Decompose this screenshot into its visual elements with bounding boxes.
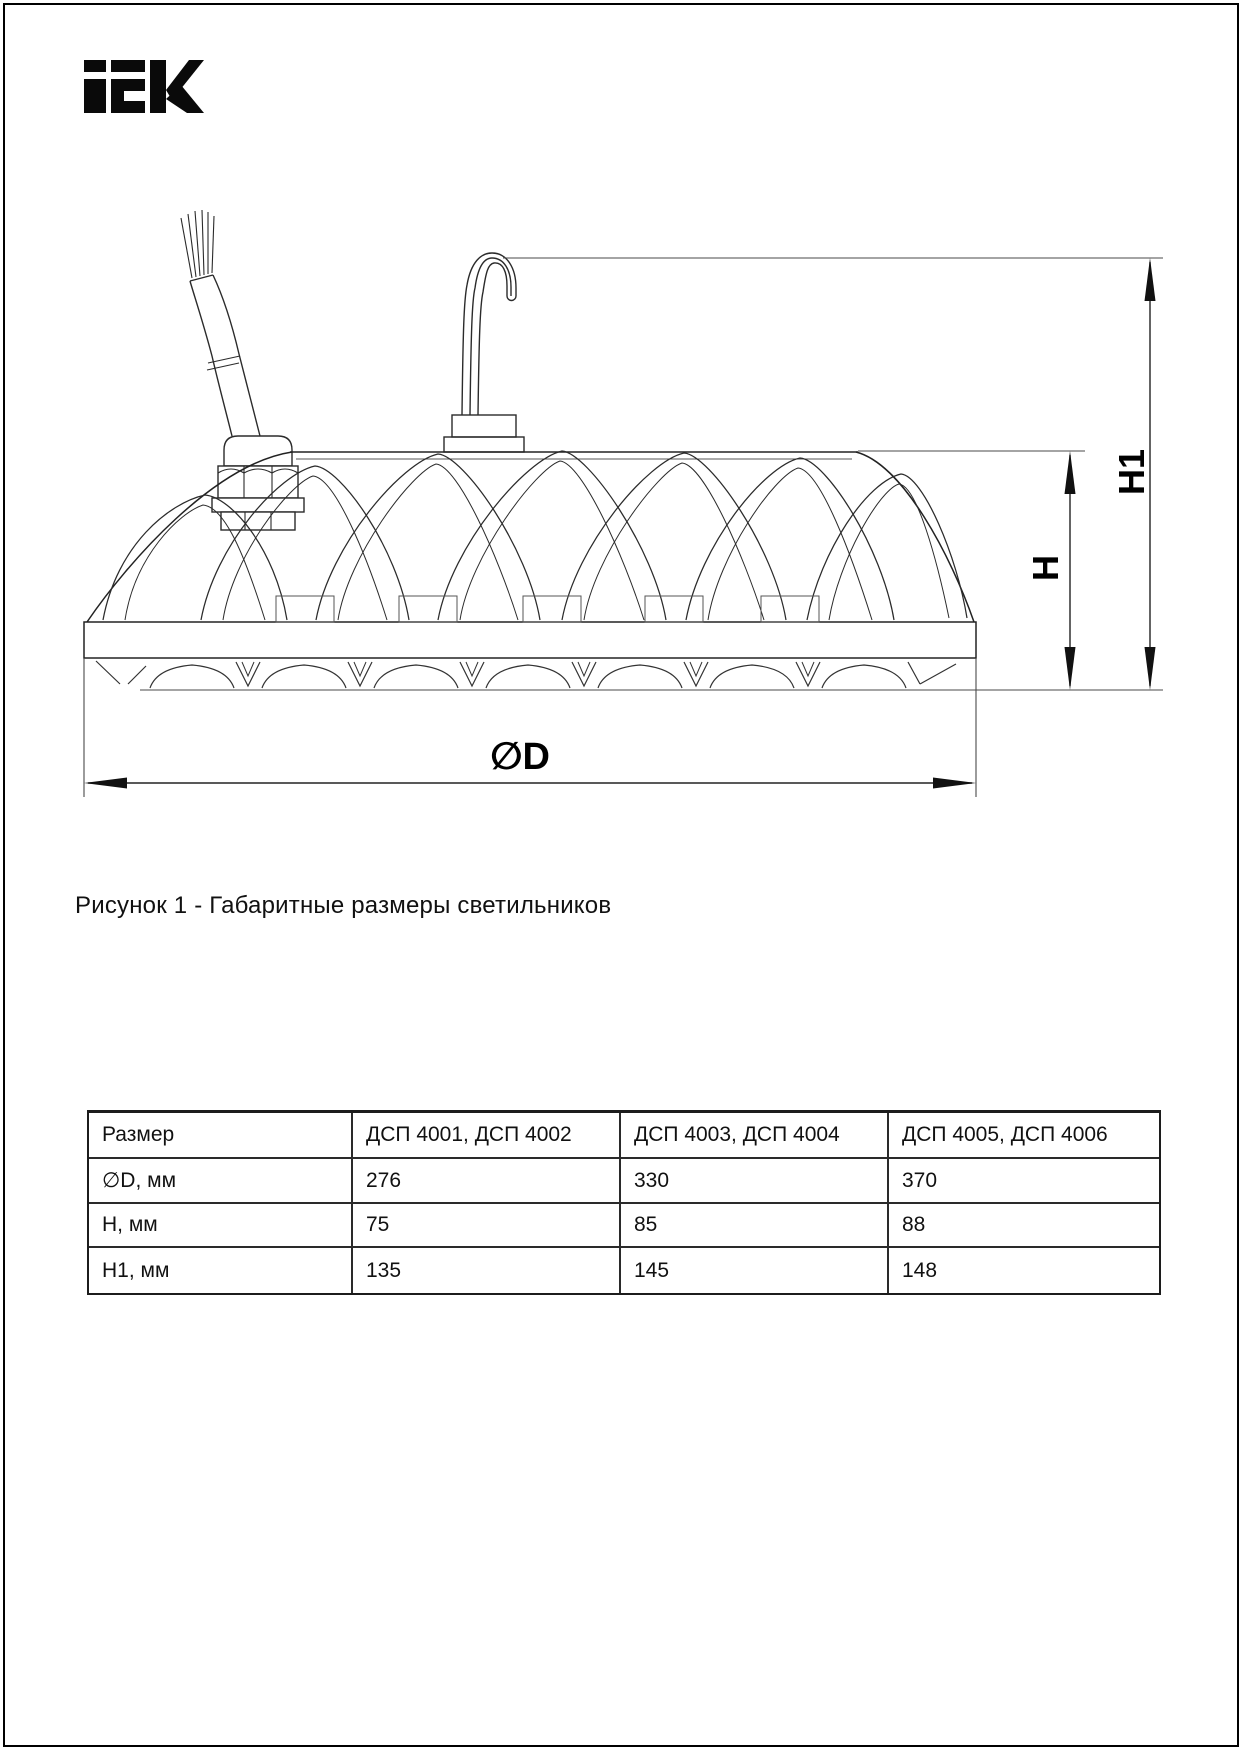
row-h1-value-3: 148 xyxy=(902,1258,938,1282)
row-diameter-value-3: 370 xyxy=(889,1159,1159,1204)
row-h1-value-2: 145 xyxy=(621,1248,889,1293)
hook xyxy=(444,253,524,452)
bottom-guard xyxy=(96,661,956,688)
fin-base-slots xyxy=(276,596,819,622)
total-height-label: H1 xyxy=(1111,448,1152,496)
figure-caption: Рисунок 1 - Габаритные размеры светильников xyxy=(75,892,612,919)
table-header-model-2: ДСП 4003, ДСП 4004 xyxy=(621,1113,889,1159)
cable-gland xyxy=(212,436,304,530)
table-header-size: Размер xyxy=(89,1113,353,1159)
table-header-model-3: ДСП 4005, ДСП 4006 xyxy=(889,1113,1159,1159)
row-h-value-1: 75 xyxy=(353,1204,621,1248)
table-header-model-1: ДСП 4001, ДСП 4002 xyxy=(353,1113,621,1159)
height-label: H xyxy=(1025,555,1066,581)
cable xyxy=(181,210,260,436)
row-h-label: H, мм xyxy=(89,1204,353,1248)
row-h1-value-1: 135 xyxy=(353,1248,621,1293)
row-diameter-label: ∅D, мм xyxy=(89,1159,353,1204)
row-diameter-value-1: 276 xyxy=(353,1159,621,1204)
row-h-value-3: 88 xyxy=(889,1204,1159,1248)
dimension-labels xyxy=(490,449,1152,778)
row-diameter-value-2: 330 xyxy=(621,1159,889,1204)
diameter-label: ∅D xyxy=(490,736,550,778)
wire-strands xyxy=(181,210,214,278)
dimensions-table xyxy=(87,1110,1161,1295)
luminaire-dimension-drawing xyxy=(0,0,1243,840)
row-h-value-2: 85 xyxy=(621,1204,889,1248)
rim-band xyxy=(84,622,976,658)
row-h1-label: H1, мм xyxy=(89,1248,353,1293)
